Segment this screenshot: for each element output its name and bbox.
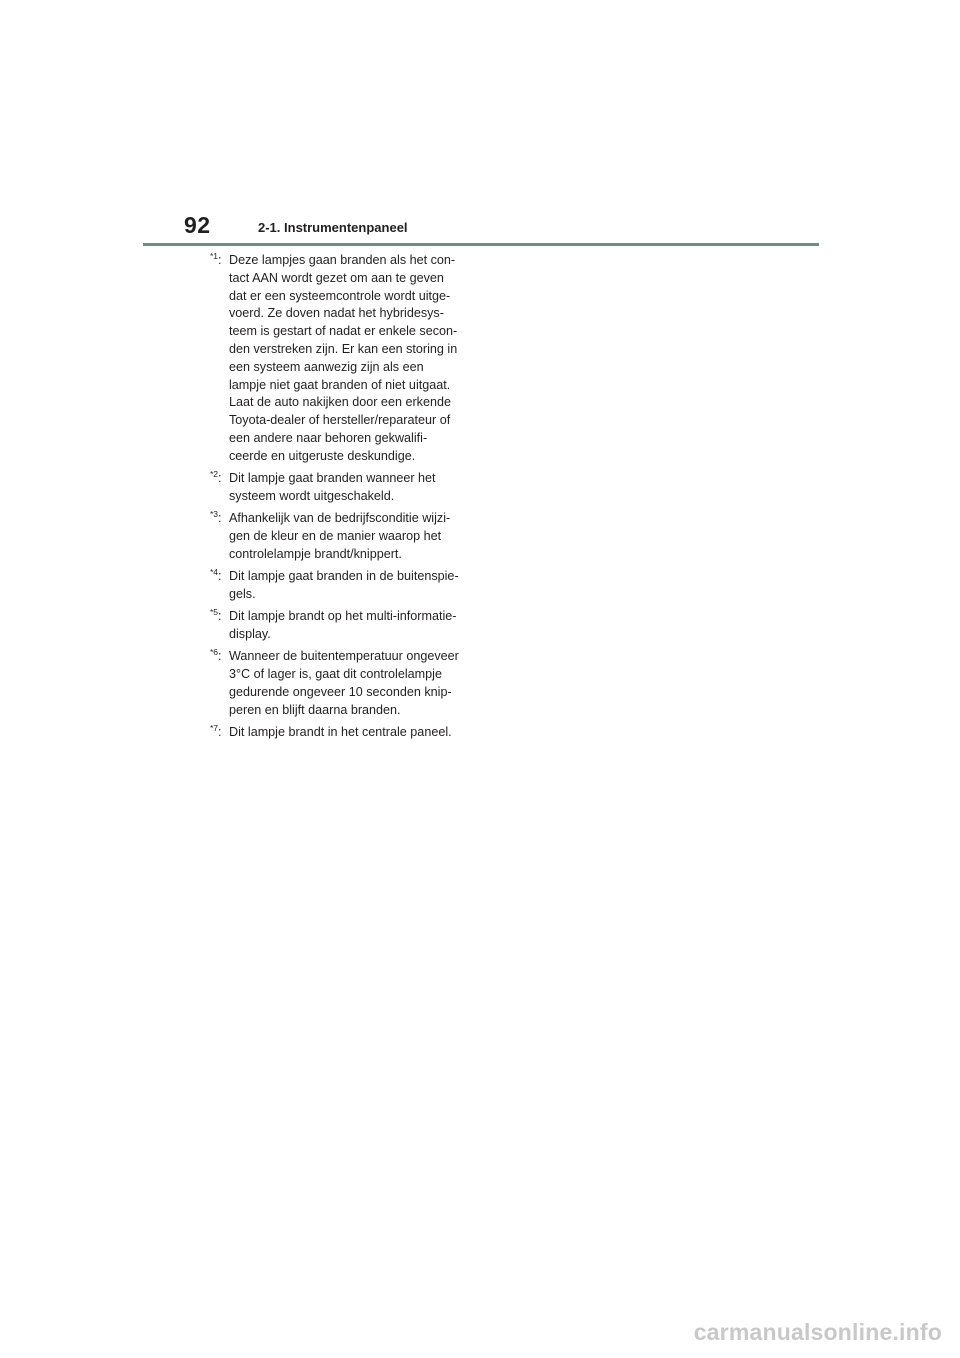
- watermark: carmanualsonline.info: [693, 1319, 942, 1345]
- footnote-marker: $^{*1}$:: [210, 251, 222, 267]
- footnote-marker-number: *2: [210, 469, 219, 480]
- footnote-marker: $^{*7}$:: [210, 722, 222, 739]
- footnote-text-line: Toyota-dealer of hersteller/reparateur of: [229, 413, 451, 428]
- footnote-item: [210, 608, 480, 644]
- footnote-item: [210, 568, 480, 604]
- footnote-text-line: Dit lampje gaat branden wanneer het: [229, 471, 436, 486]
- footnote-text-line: gedurende ongeveer 10 seconden knip-: [229, 684, 452, 699]
- footnote-marker-number: *5: [210, 607, 219, 618]
- footnote-marker: $^{*5}$:: [210, 607, 222, 624]
- footnote-text-line: Dit lampje gaat branden in de buitenspie-: [229, 569, 459, 584]
- footnote-text-line: Deze lampjes gaan branden als het con-: [229, 253, 456, 267]
- footnote-text-line: peren en blijft daarna branden.: [229, 702, 401, 717]
- footnote-text-line: Wanneer de buitentemperatuur ongeveer: [229, 649, 459, 664]
- footnote-text-line: voerd. Ze doven nadat het hybridesys-: [229, 306, 444, 321]
- footnote-marker-number: *7: [210, 722, 219, 733]
- footnote-text-line: systeem wordt uitgeschakeld.: [229, 488, 395, 503]
- footnote-text-line: dat er een systeemcontrole wordt uitge-: [229, 288, 451, 303]
- footnote-text-line: controlelampje brandt/knippert.: [229, 546, 402, 561]
- footnote-text-line: ceerde en uitgeruste deskundige.: [229, 448, 416, 463]
- footnote-item: [210, 510, 480, 563]
- header-rule: [143, 243, 819, 246]
- footnote-marker: $^{*3}$:: [210, 509, 222, 526]
- page-number: 92: [184, 212, 211, 238]
- section-title: 2-1. Instrumentenpaneel: [258, 220, 408, 235]
- footnote-text-line: 3°C of lager is, gaat dit controlelampje: [229, 667, 442, 682]
- footnote-text-line: Dit lampje brandt op het multi-informatie-: [229, 609, 457, 624]
- footnote-item: [210, 724, 480, 742]
- footnote-marker-number: *6: [210, 647, 219, 658]
- footnote-text-line: Laat de auto nakijken door een erkende: [229, 395, 451, 410]
- footnote-text-line: tact AAN wordt gezet om aan te geven: [229, 270, 444, 285]
- footnote-text-line: gels.: [229, 586, 256, 601]
- footnote-text-line: een andere naar behoren gekwalifi-: [229, 430, 428, 445]
- footnote-text-line: gen de kleur en de manier waarop het: [229, 528, 442, 543]
- footnote-item: [210, 252, 480, 466]
- footnote-marker: $^{*4}$:: [210, 567, 222, 584]
- footnote-marker-number: *3: [210, 509, 219, 520]
- footnote-text-line: lampje niet gaat branden of niet uitgaat.: [229, 377, 451, 392]
- footnote-text-line: teem is gestart of nadat er enkele secon-: [229, 324, 458, 339]
- footnote-text-line: een systeem aanwezig zijn als een: [229, 359, 424, 374]
- footnote-marker: $^{*6}$:: [210, 647, 222, 664]
- footnote-marker-number: *4: [210, 567, 219, 578]
- footnote-item: [210, 648, 480, 719]
- footnote-item: [210, 470, 480, 506]
- footnote-list: [210, 252, 480, 746]
- footnote-marker-number: *1: [210, 251, 219, 261]
- footnote-text-line: Afhankelijk van de bedrijfsconditie wijzi-: [229, 511, 451, 526]
- footnote-marker: $^{*2}$:: [210, 469, 222, 486]
- footnote-text-line: den verstreken zijn. Er kan een storing in: [229, 341, 458, 356]
- footnote-text-line: Dit lampje brandt in het centrale paneel.: [229, 724, 452, 739]
- footnote-text-line: display.: [229, 626, 271, 641]
